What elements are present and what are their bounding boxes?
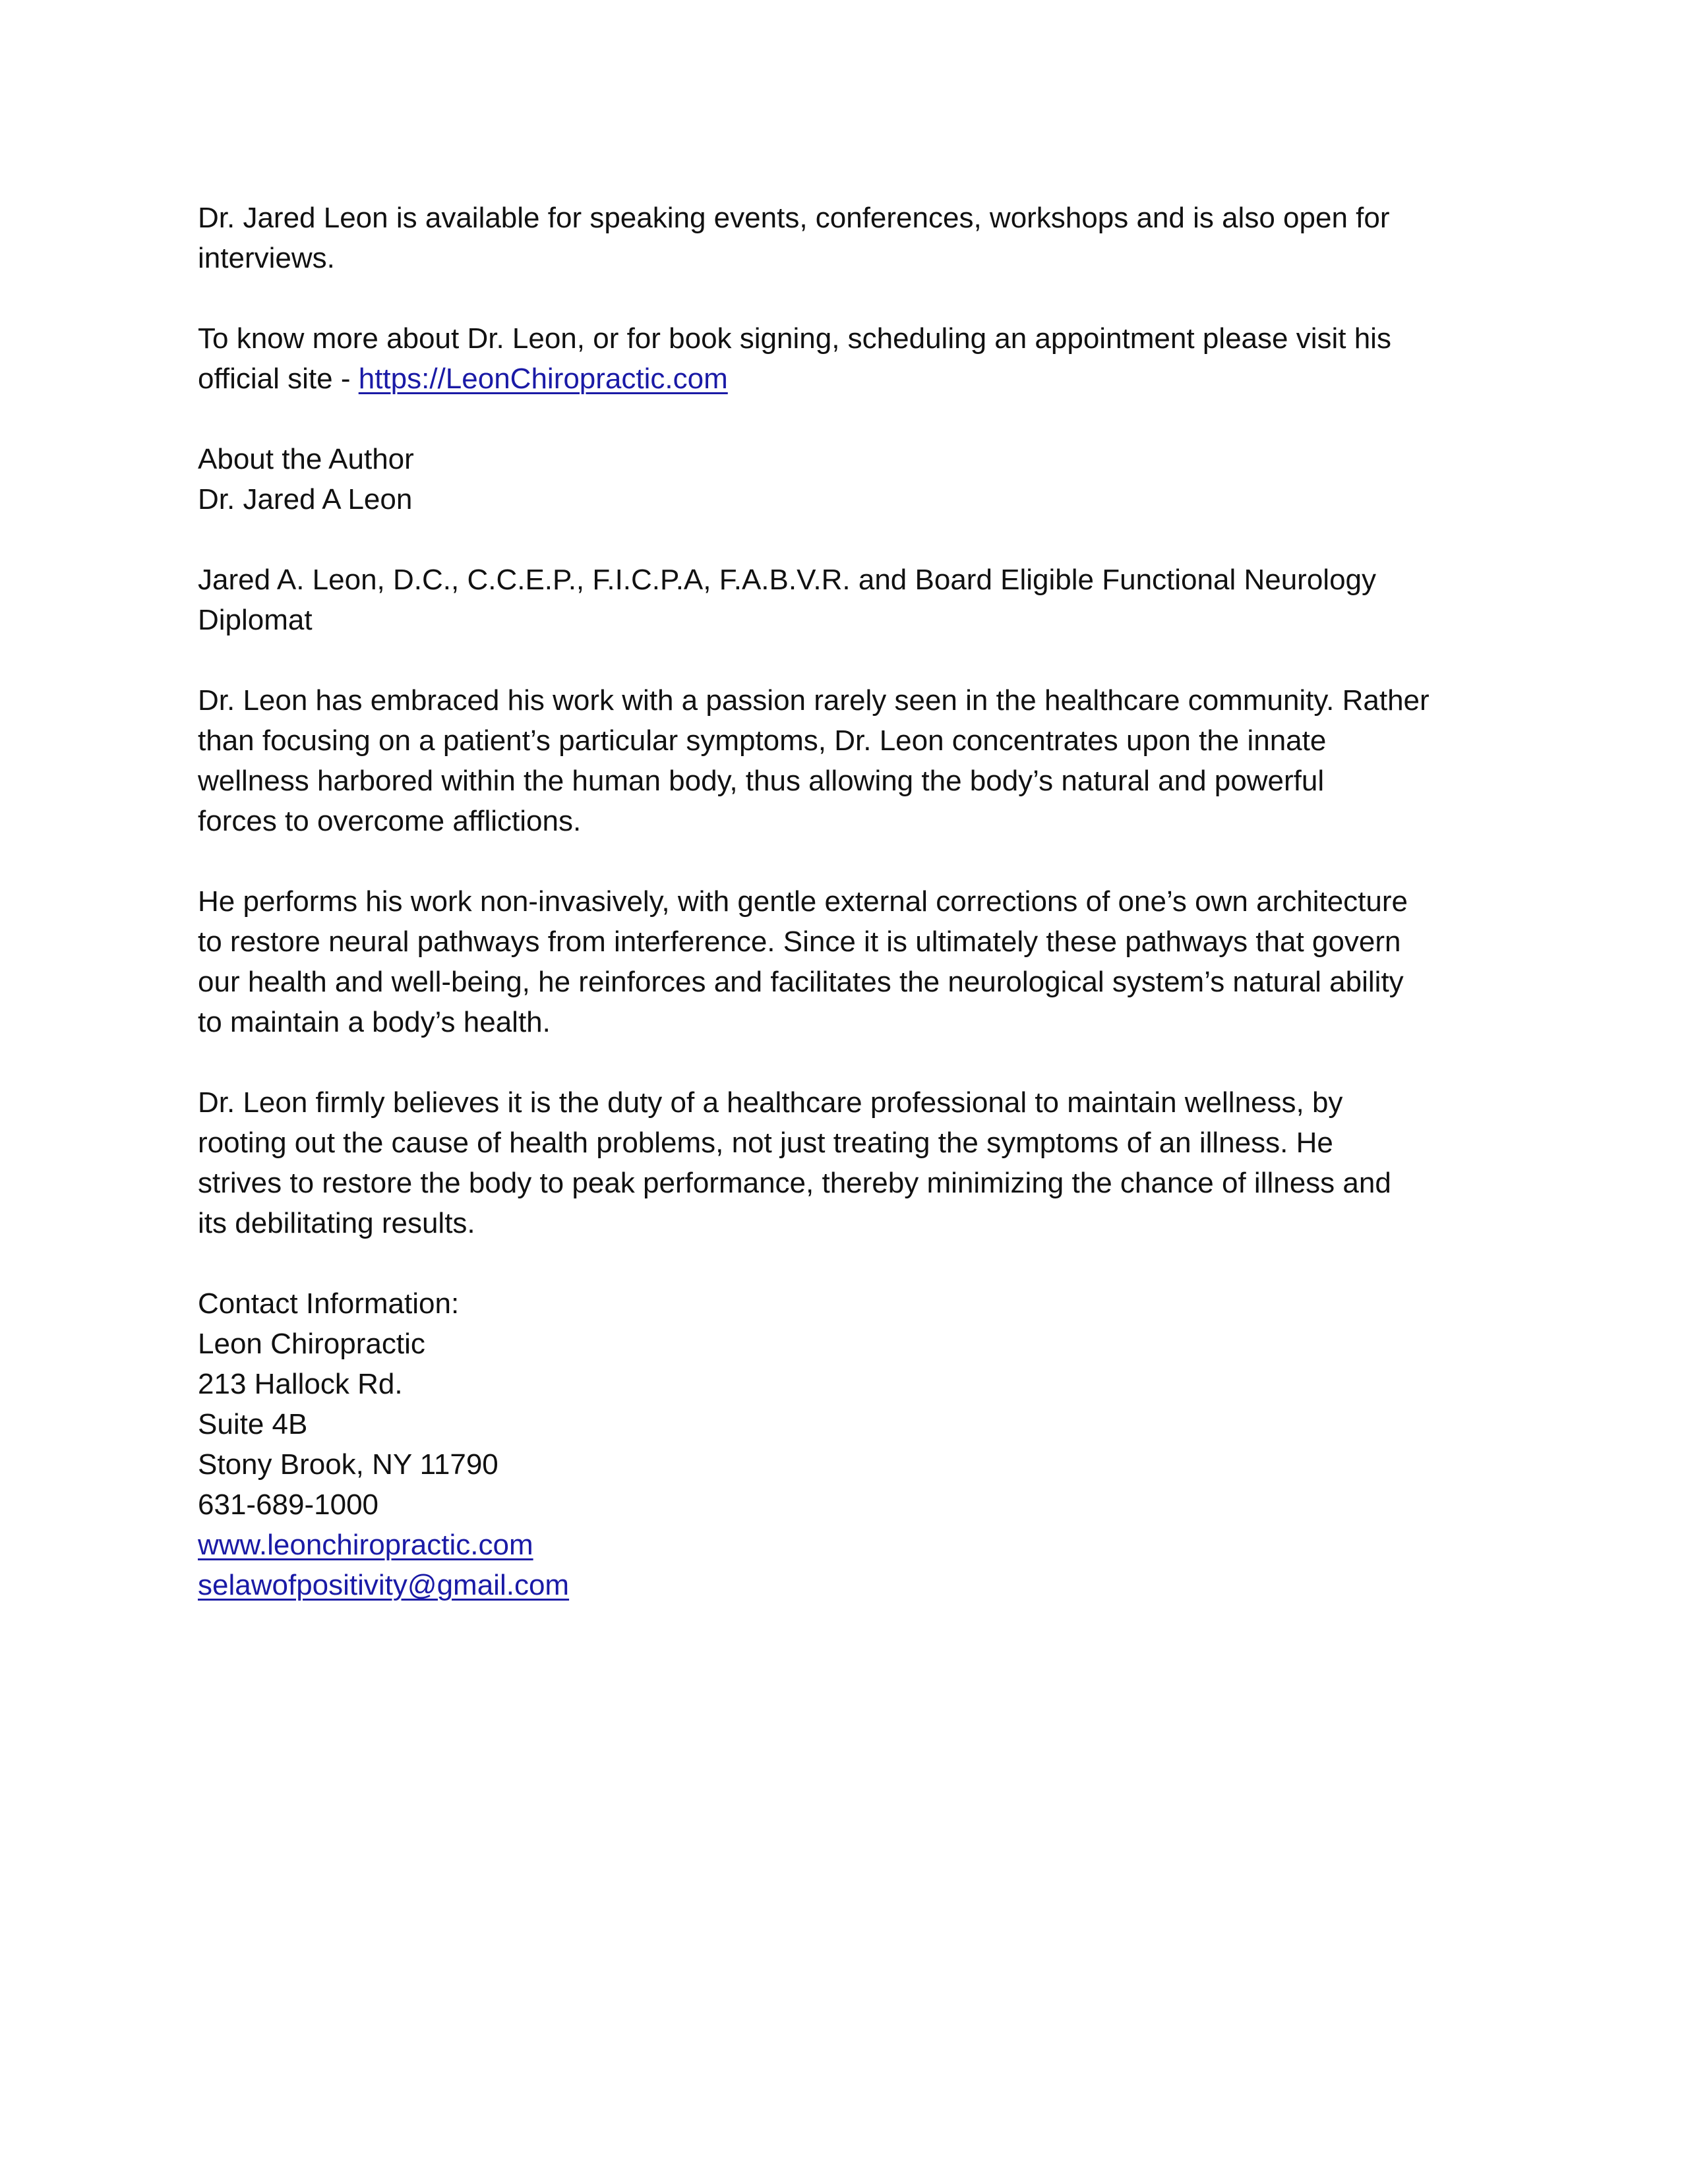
- availability-line-2: interviews.: [198, 242, 335, 274]
- visit-line-1: To know more about Dr. Leon, or for book signing, scheduling an appointment please visit his: [198, 322, 1391, 355]
- contact-suite: Suite 4B: [198, 1408, 308, 1440]
- contact-website-line: [198, 1525, 1510, 1565]
- paragraph-3-line-1: Dr. Leon firmly believes it is the duty of a healthcare professional to maintain wellness, by: [198, 1086, 1343, 1119]
- paragraph-2-line-1: He performs his work non-invasively, with gentle external corrections of one’s own architecture: [198, 885, 1408, 918]
- paragraph-2-line-3: our health and well-being, he reinforces and facilitates the neurological system’s natural ability: [198, 966, 1404, 998]
- spacer: [198, 399, 1510, 439]
- contact-phone: 631-689-1000: [198, 1489, 379, 1521]
- spacer: [198, 640, 1510, 680]
- email-link[interactable]: selawofpositivity@gmail.com: [198, 1569, 570, 1601]
- website-link[interactable]: www.leonchiropractic.com: [198, 1529, 533, 1561]
- spacer: [198, 841, 1510, 881]
- contact-business: Leon Chiropractic: [198, 1328, 425, 1360]
- paragraph-1-line-4: forces to overcome afflictions.: [198, 805, 582, 837]
- visit-line-2-prefix: official site -: [198, 363, 359, 395]
- paragraph-3-line-2: rooting out the cause of health problems, not just treating the symptoms of an illness. He: [198, 1127, 1333, 1159]
- author-name: Dr. Jared A Leon: [198, 483, 413, 516]
- paragraph-1-line-3: wellness harbored within the human body, thus allowing the body’s natural and powerful: [198, 765, 1325, 797]
- contact-city: Stony Brook, NY 11790: [198, 1448, 498, 1481]
- spacer: [198, 1243, 1510, 1284]
- paragraph-1-line-2: than focusing on a patient’s particular symptoms, Dr. Leon concentrates upon the innate: [198, 724, 1327, 757]
- availability-line-1: Dr. Jared Leon is available for speaking events, conferences, workshops and is also open for: [198, 202, 1390, 234]
- paragraph-3-line-3: strives to restore the body to peak performance, thereby minimizing the chance of illness and: [198, 1167, 1391, 1199]
- paragraph-3-line-4: its debilitating results.: [198, 1207, 475, 1239]
- spacer: [198, 278, 1510, 318]
- paragraph-2-line-2: to restore neural pathways from interference. Since it is ultimately these pathways that govern: [198, 926, 1401, 958]
- credentials-line-2: Diplomat: [198, 604, 313, 636]
- credentials-line-1: Jared A. Leon, D.C., C.C.E.P., F.I.C.P.A, F.A.B.V.R. and Board Eligible Functional Neurology: [198, 564, 1377, 596]
- spacer: [198, 519, 1510, 560]
- contact-email-line: [198, 1565, 1510, 1605]
- contact-street: 213 Hallock Rd.: [198, 1368, 403, 1400]
- paragraph-2-line-4: to maintain a body’s health.: [198, 1006, 551, 1038]
- official-site-link[interactable]: https://LeonChiropractic.com: [358, 363, 728, 395]
- spacer: [198, 1042, 1510, 1082]
- visit-line-2: [198, 359, 1510, 399]
- paragraph-1-line-1: Dr. Leon has embraced his work with a passion rarely seen in the healthcare community. Rather: [198, 684, 1430, 717]
- about-heading: About the Author: [198, 443, 414, 475]
- document-page: [198, 198, 1510, 1605]
- contact-heading: Contact Information:: [198, 1287, 460, 1320]
